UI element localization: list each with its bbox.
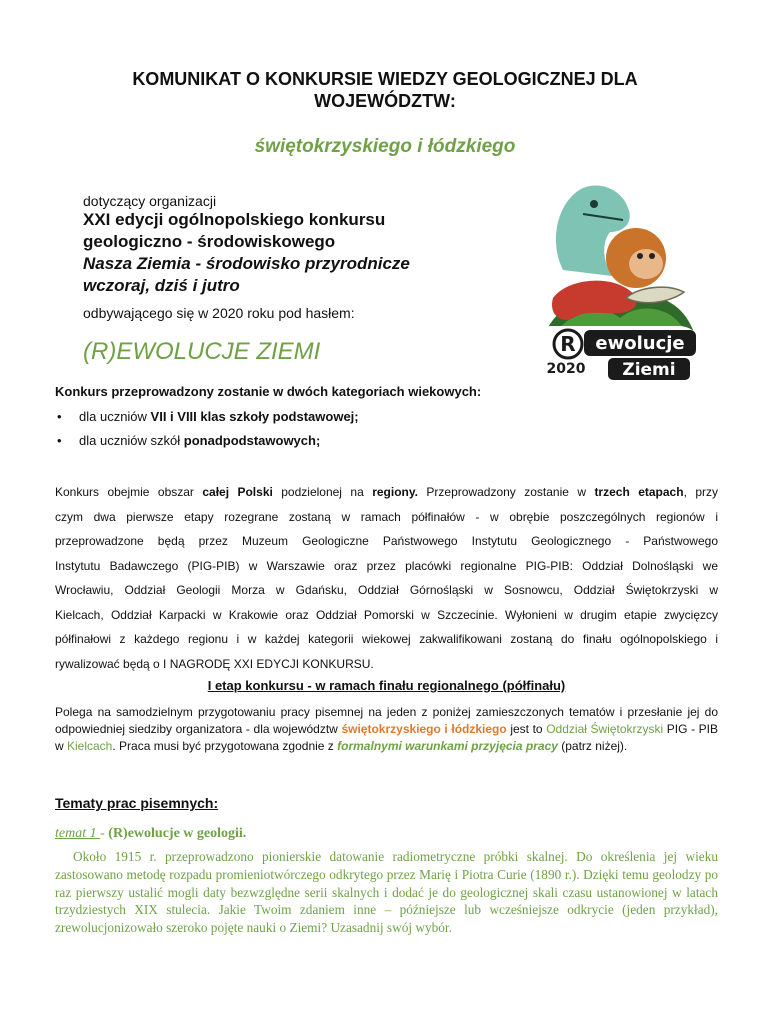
paragraph-line: Konkurs obejmie obszar całej Polski podzielonej na regiony. Przeprowadzony zostanie w trzech etapach, przy: [55, 485, 718, 499]
intro-line-2: geologiczno - środowiskowego: [83, 232, 336, 251]
topic-1-heading: temat 1 - (R)ewolucje w geologii.: [55, 826, 247, 841]
category-item: • dla uczniów VII i VIII klas szkoły podstawowej;: [57, 409, 359, 424]
slogan: (R)EWOLUCJE ZIEMI: [83, 338, 321, 365]
formal-requirements-link: formalnymi warunkami przyjęcia pracy: [337, 739, 558, 753]
intro-line-3: Nasza Ziemia - środowisko przyrodnicze: [83, 254, 410, 273]
document-title: [60, 68, 710, 112]
topics-heading: Tematy prac pisemnych:: [55, 795, 219, 811]
logo-word-ziemi: Ziemi: [622, 360, 676, 380]
logo-word-ewolucje: ewolucje: [595, 333, 685, 354]
intro-line-4: wczoraj, dziś i jutro: [83, 276, 240, 295]
topic-label: temat 1: [55, 826, 101, 841]
logo-year: 2020: [546, 361, 586, 377]
contest-logo: [528, 180, 703, 380]
city-name: Kielcach: [67, 739, 113, 753]
paragraph-line: Kielcach, Oddział Karpacki w Krakowie oraz Oddział Pomorski w Szczecinie. Wyłonieni w drugim etapie zwycięzcy: [55, 607, 718, 622]
paragraph-line: półfinałowi z każdego regionu i w każdej kategorii wiekowej zakwalifikowani zostaną do finału ogólnopolskiego i: [55, 632, 718, 646]
stage-heading: I etap konkursu - w ramach finału regionalnego (półfinału): [207, 678, 566, 693]
stage-description-paragraph: Polega na samodzielnym przygotowaniu pracy pisemnej na jeden z poniżej zamieszczonych tematów i przesłanie jej do odpowiedniej siedziby organizatora - dla województw świętokrzyskiego i łódzkiego jest to Oddział Świętokrzyski PIG - PIB w Kielcach. Praca musi być przygotowana zgodnie z formalnymi warunkami przyjęcia pracy (patrz niżej).: [55, 705, 719, 753]
topic-title: (R)ewolucje w geologii.: [108, 826, 247, 841]
held-under-text: odbywającego się w 2020 roku pod hasłem:: [83, 305, 355, 321]
voivodeships-highlight: świętokrzyskiego i łódzkiego: [341, 722, 507, 736]
paragraph-line: Wrocławiu, Oddział Geologii Morza w Gdańsku, Oddział Górnośląski w Sosnowcu, Oddział Świętokrzyski w: [55, 583, 718, 597]
paragraph-line: czym dwa pierwsze etapy rozegrane zostaną w ramach półfinałów - w obrębie poszczególnych regionów i: [55, 509, 718, 524]
category-item: • dla uczniów szkół ponadpodstawowych;: [57, 433, 321, 448]
intro-line-1: XXI edycji ogólnopolskiego konkursu: [83, 210, 386, 229]
contest-description-paragraph: [55, 480, 718, 676]
intro-label: dotyczący organizacji: [83, 193, 217, 209]
paragraph-line: Instytutu Badawczego (PIG-PIB) w Warszawie oraz przez placówki regionalne PIG-PIB: Oddział Dolnośląski we: [55, 558, 718, 573]
branch-name: Oddział Świętokrzyski: [546, 722, 664, 736]
title-line-2: WOJEWÓDZTW:: [314, 91, 456, 111]
logo-letter-r: R: [560, 332, 576, 356]
topic-1-text: Około 1915 r. przeprowadzono pionierskie datowanie radiometryczne próbki skalnej. Do określenia jej wieku zastosowano metodę rozpadu promieniotwórczego odkrytego przez Marię i Piotra Curie (1890 r.). Dzięki temu geolodzy po raz pierwszy ustalić mogli daty bezwzględne serii skalnych i dodać je do geologicznej skali czasu ustanowionej w latach trzydziestych XIX stulecia. Jakie Twoim zdaniem inne – późniejsze lub wcześniejsze odkrycie (jeden przykład), zrewolucjonizowało szeroko pojęte nauki o Ziemi? Uzasadnij swój wybór.: [55, 849, 718, 936]
categories-heading: Konkurs przeprowadzony zostanie w dwóch kategoriach wiekowych:: [55, 384, 482, 399]
paragraph-line: rywalizować będą o I NAGRODĘ XXI EDYCJI KONKURSU.: [55, 656, 374, 671]
paragraph-line: przeprowadzone będą przez Muzeum Geologiczne Państwowego Instytutu Geologicznego - Państwowego: [55, 534, 718, 548]
subtitle: świętokrzyskiego i łódzkiego: [254, 136, 516, 157]
title-line-1: KOMUNIKAT O KONKURSIE WIEDZY GEOLOGICZNEJ DLA: [132, 69, 638, 89]
